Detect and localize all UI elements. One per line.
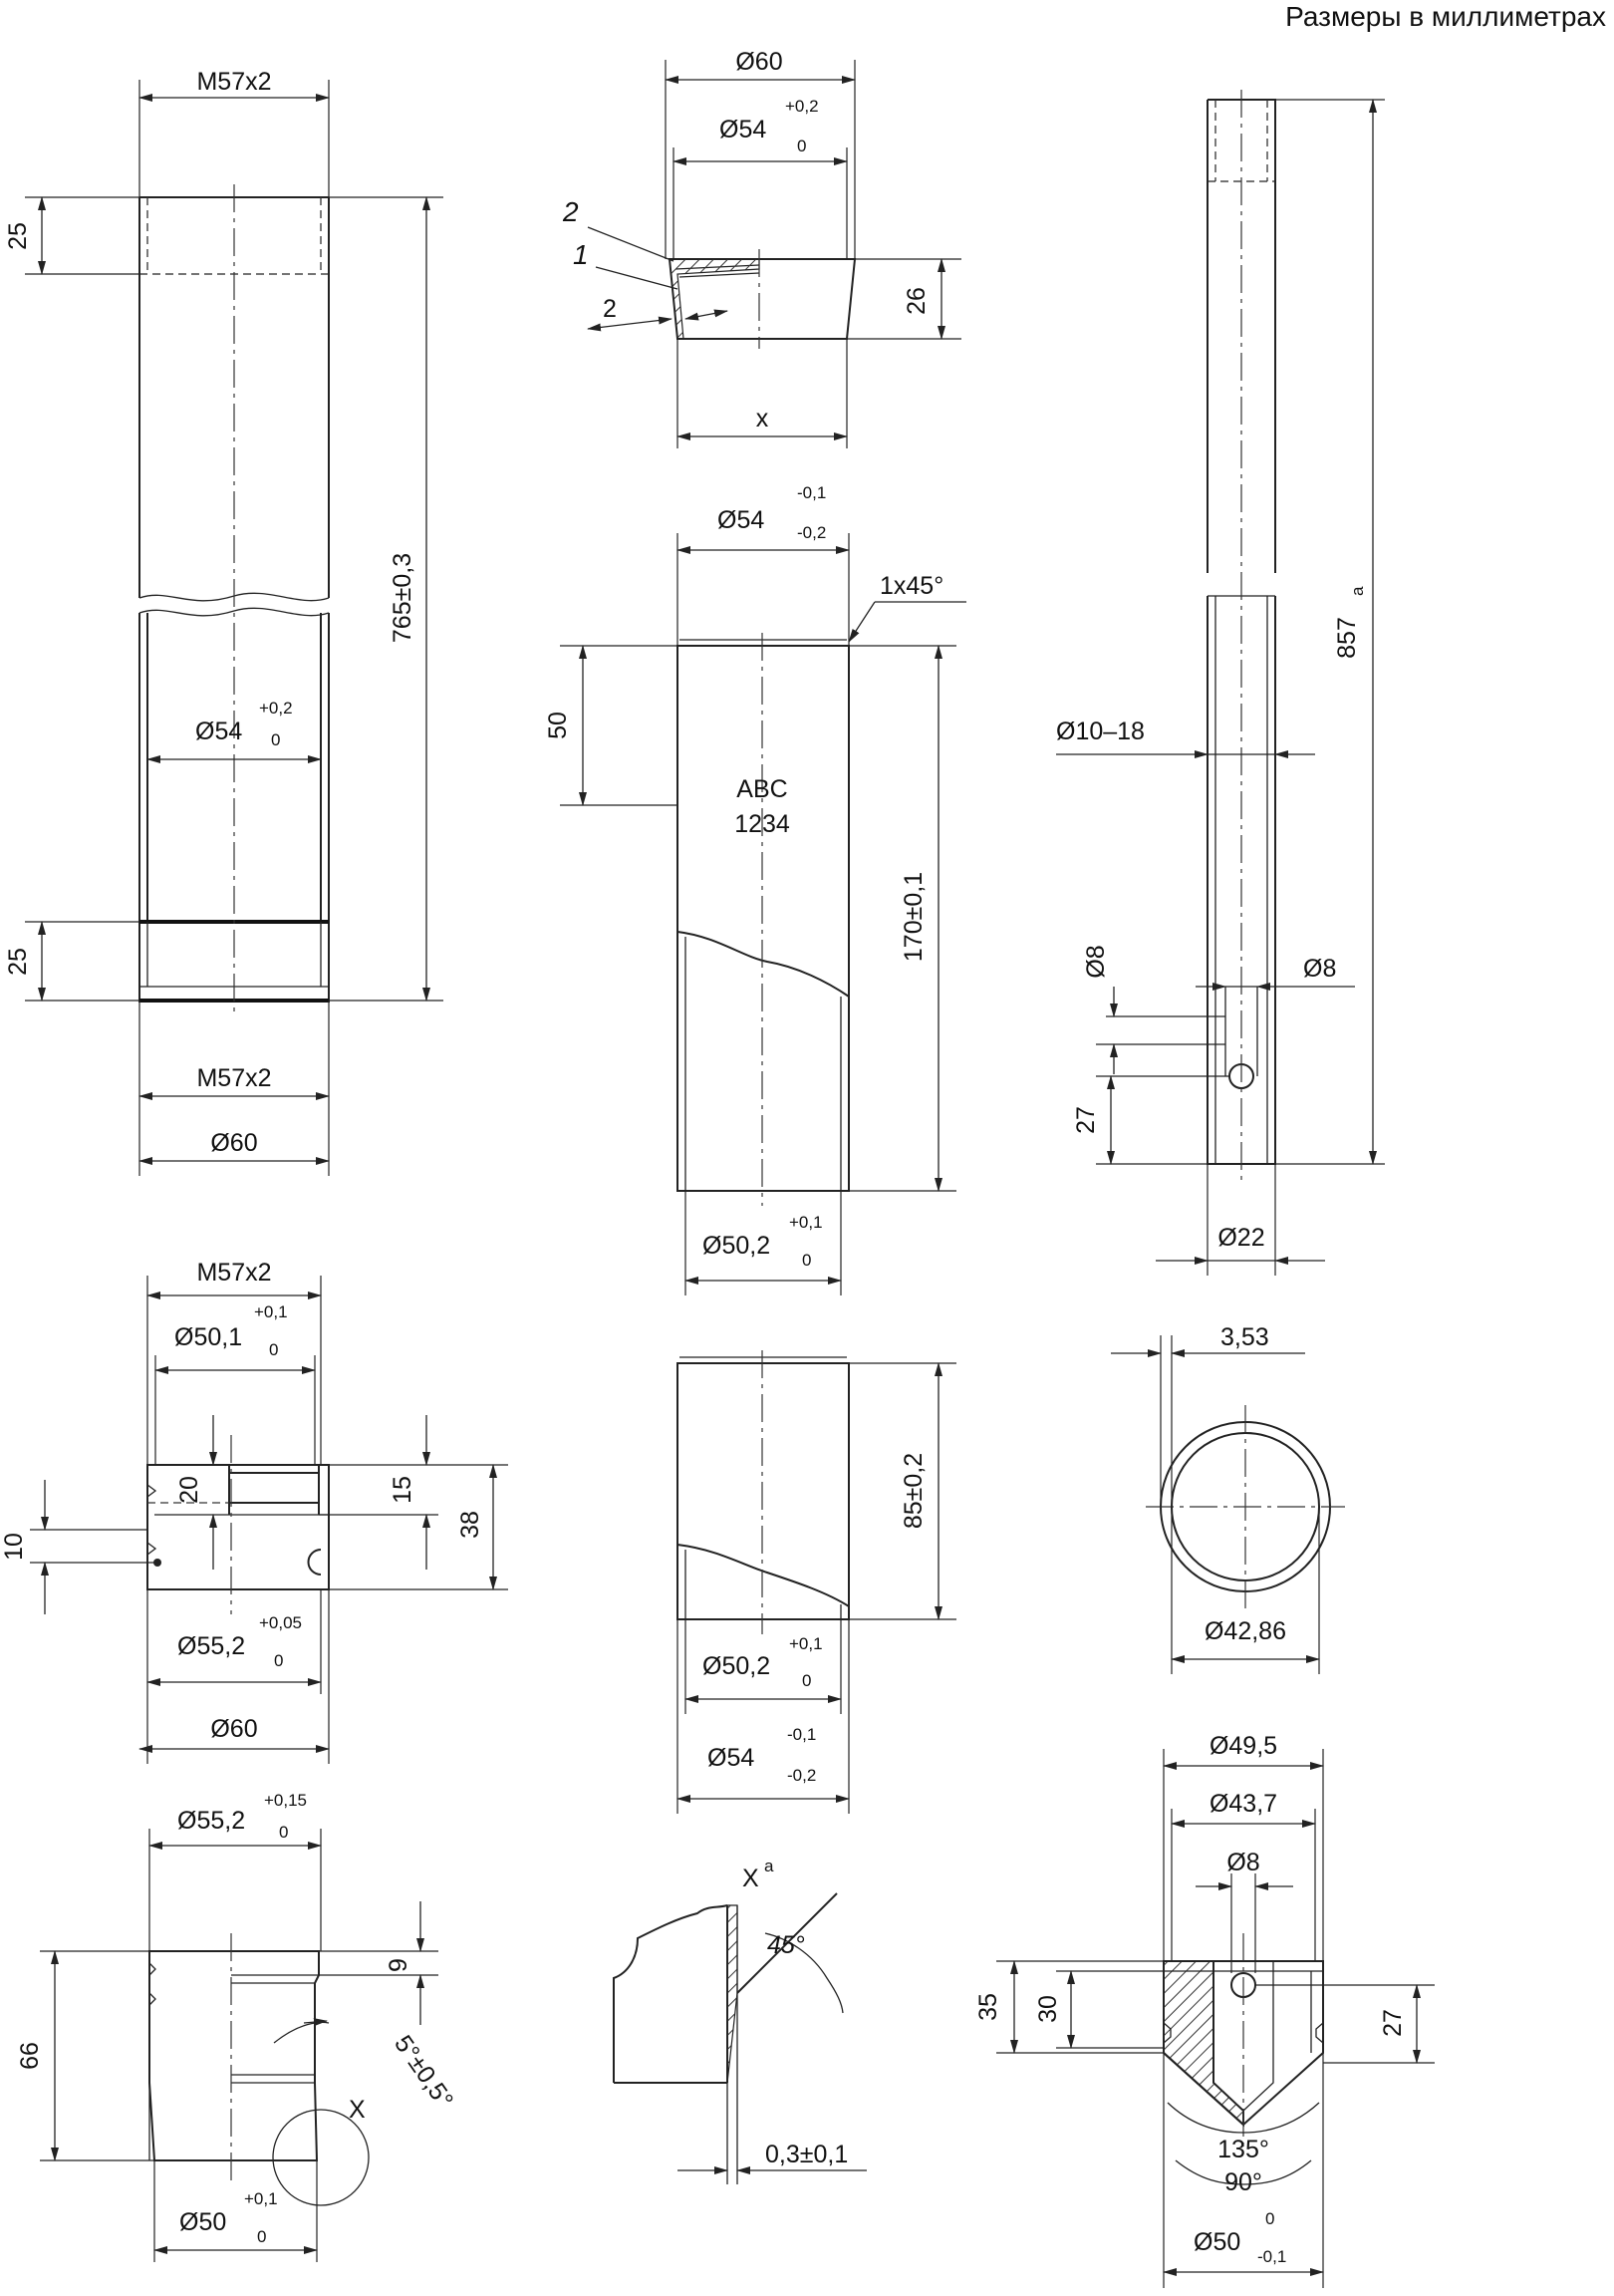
detail-edge: 0,3±0,1 — [765, 2141, 849, 2168]
ring-view — [1111, 1323, 1345, 1674]
tube-thread-bot: M57x2 — [196, 1064, 272, 1092]
scyl-bore-lo: 0 — [802, 1671, 812, 1690]
detail-x-view — [614, 1857, 867, 2184]
sleeve-l66: 66 — [16, 2042, 44, 2070]
rod-d1018: Ø10–18 — [1056, 718, 1145, 745]
tip-d50-lo: -0,1 — [1257, 2247, 1287, 2266]
cyl-chamfer: 1x45° — [880, 572, 944, 600]
tip-l30: 30 — [1034, 1995, 1062, 2023]
scyl-length: 85±0,2 — [900, 1452, 928, 1530]
tip-d50-up: 0 — [1265, 2209, 1275, 2228]
scyl-d-lo: -0,2 — [787, 1766, 817, 1785]
tube-view — [4, 68, 443, 1176]
cyl-length: 170±0,1 — [900, 871, 928, 963]
sleeve-d50-up: +0,1 — [244, 2189, 278, 2208]
nut-hole-left — [153, 1559, 161, 1567]
rod-d8b: Ø8 — [1303, 955, 1337, 983]
tube-l25a: 25 — [4, 222, 32, 250]
nut-d501-up: +0,1 — [254, 1302, 288, 1321]
tube-l25b: 25 — [4, 948, 32, 976]
tip-view — [974, 1732, 1435, 2288]
cap-label-1: 1 — [573, 239, 589, 270]
nut-l20: 20 — [175, 1476, 203, 1504]
detail-angle: 45° — [767, 1931, 805, 1959]
cyl-l50: 50 — [544, 712, 572, 739]
sleeve-l9: 9 — [385, 1958, 412, 1972]
cyl-d: Ø54 — [717, 506, 765, 534]
rod-l27: 27 — [1072, 1106, 1100, 1134]
nut-l10: 10 — [0, 1533, 28, 1561]
ring-width: 3,53 — [1220, 1323, 1269, 1351]
sleeve-d: Ø55,2 — [177, 1807, 246, 1835]
cyl-d-lo: -0,2 — [797, 523, 827, 542]
nut-d552: Ø55,2 — [177, 1632, 246, 1660]
tip-a135: 135° — [1217, 2136, 1269, 2163]
cap-view — [562, 48, 961, 448]
cyl-bore-up: +0,1 — [789, 1213, 823, 1232]
nut-l38: 38 — [456, 1511, 484, 1539]
rod-d8a: Ø8 — [1082, 945, 1110, 979]
cyl-mark-2: 1234 — [734, 810, 790, 838]
tube-length: 765±0,3 — [389, 552, 416, 644]
cap-id-lo: 0 — [797, 137, 807, 155]
scyl-bore: Ø50,2 — [702, 1652, 771, 1680]
cap-height: 26 — [903, 287, 931, 315]
cyl-mark-1: ABC — [736, 775, 788, 803]
sleeve-view — [16, 1791, 458, 2262]
cyl-bore-lo: 0 — [802, 1251, 812, 1270]
tip-l27: 27 — [1379, 2009, 1407, 2037]
tip-d8: Ø8 — [1226, 1849, 1260, 1876]
scyl-bore-up: +0,1 — [789, 1634, 823, 1653]
cap-wall: 2 — [603, 295, 617, 323]
nut-d501-lo: 0 — [269, 1340, 279, 1359]
rod-length: 857 — [1333, 617, 1361, 659]
sleeve-detail-circle — [273, 2110, 369, 2205]
nut-d501: Ø50,1 — [174, 1323, 243, 1351]
short-cylinder-view — [677, 1350, 956, 1814]
nut-thread: M57x2 — [196, 1259, 272, 1287]
tip-l35: 35 — [974, 1993, 1002, 2021]
tube-bore: Ø54 — [195, 718, 243, 745]
rod-d22: Ø22 — [1217, 1224, 1265, 1252]
rod-view — [1056, 90, 1385, 1276]
cylinder-view — [544, 483, 966, 1295]
nut-d552-lo: 0 — [274, 1651, 284, 1670]
nut-view — [0, 1259, 508, 1764]
nut-d552-up: +0,05 — [259, 1613, 303, 1632]
cap-id-up: +0,2 — [785, 97, 819, 116]
nut-d60: Ø60 — [210, 1715, 258, 1743]
tip-d437: Ø43,7 — [1209, 1790, 1278, 1818]
cyl-d-up: -0,1 — [797, 483, 827, 502]
cap-x: x — [755, 405, 769, 432]
sleeve-angle: 5°±0,5° — [389, 2030, 459, 2114]
rod-length-sub: a — [1348, 586, 1367, 596]
scyl-d-up: -0,1 — [787, 1725, 817, 1744]
tube-od: Ø60 — [210, 1129, 258, 1157]
tube-bore-lo: 0 — [271, 730, 281, 749]
sleeve-d50-lo: 0 — [257, 2227, 267, 2246]
sleeve-d-up: +0,15 — [264, 1791, 308, 1810]
cap-label-2: 2 — [563, 196, 579, 227]
cap-od: Ø60 — [735, 48, 783, 76]
ring-diameter: Ø42,86 — [1204, 1617, 1287, 1645]
tip-d50: Ø50 — [1194, 2228, 1241, 2256]
tip-d495: Ø49,5 — [1209, 1732, 1278, 1760]
nut-l15: 15 — [389, 1476, 416, 1504]
cyl-bore: Ø50,2 — [702, 1232, 771, 1260]
scyl-d: Ø54 — [707, 1744, 755, 1772]
detail-x: X — [742, 1865, 759, 1892]
sleeve-detail-x: X — [349, 2096, 366, 2124]
detail-x-sup: a — [764, 1857, 774, 1875]
sleeve-d50: Ø50 — [179, 2208, 227, 2236]
cap-id: Ø54 — [719, 116, 767, 144]
sleeve-d-lo: 0 — [279, 1823, 289, 1842]
units-title: Размеры в миллиметрах — [1285, 1, 1606, 32]
tip-a90: 90° — [1224, 2168, 1262, 2196]
tube-bore-up: +0,2 — [259, 699, 293, 718]
tube-thread-top: M57x2 — [196, 68, 272, 96]
